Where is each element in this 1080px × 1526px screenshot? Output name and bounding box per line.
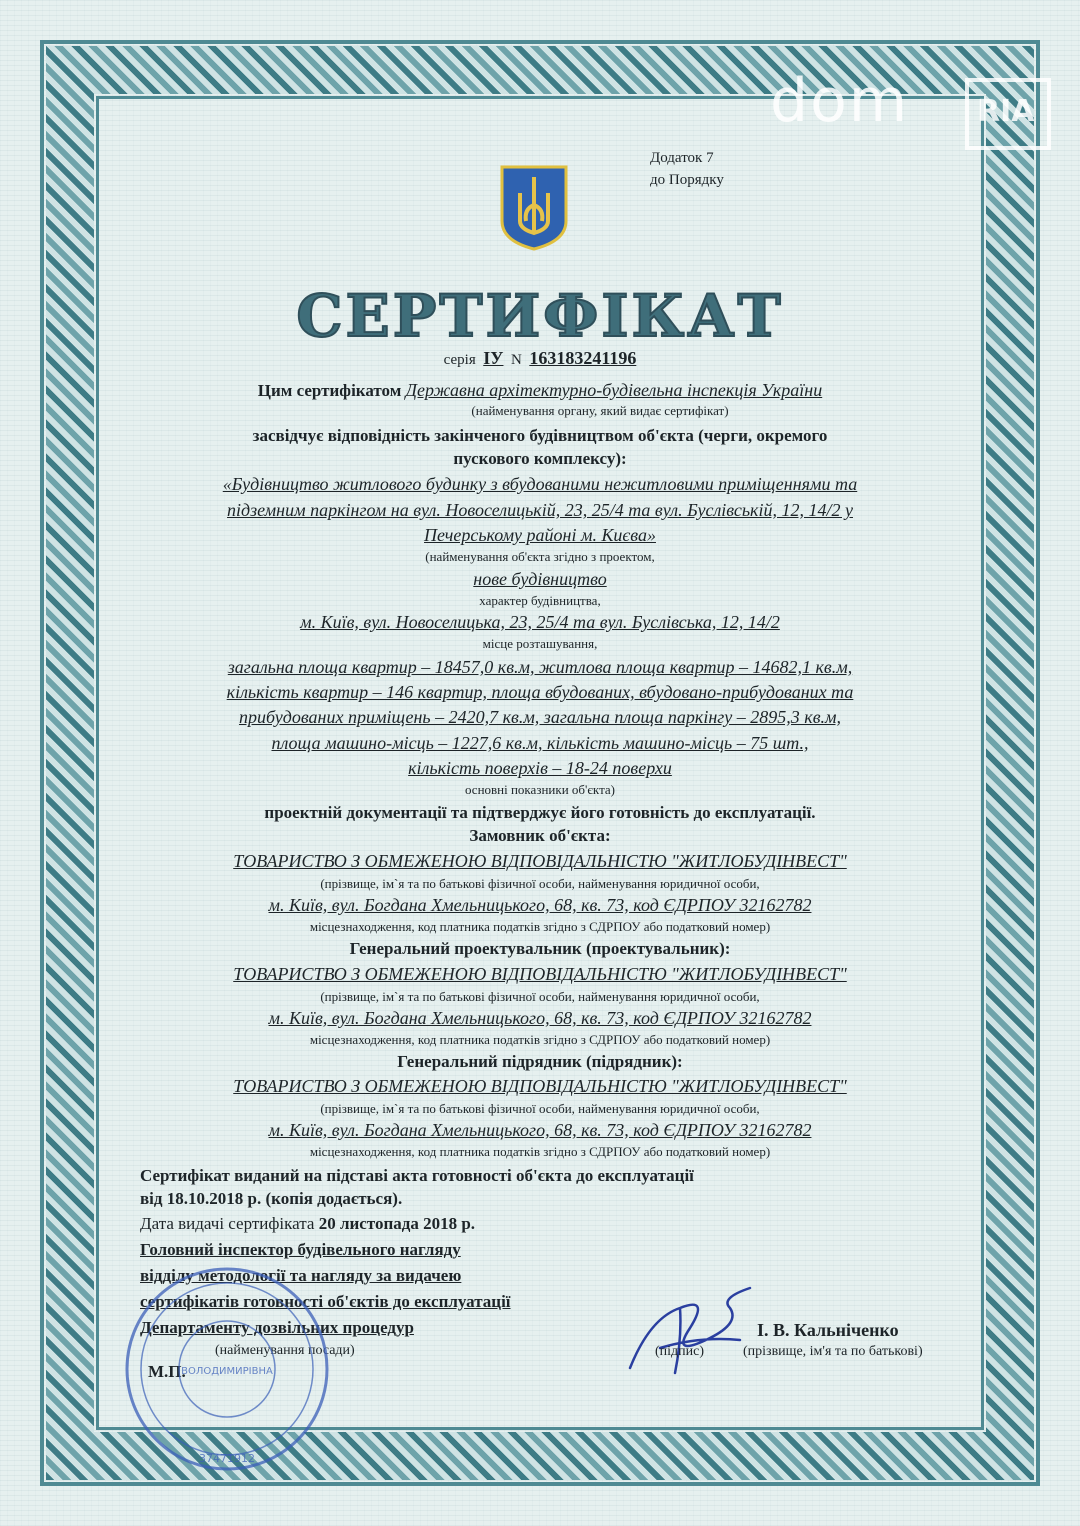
contractor-caption: (прізвище, ім`я та по батькові фізичної особи, найменування юридичної особи,: [320, 1101, 760, 1116]
svg-text:37471912: 37471912: [199, 1452, 255, 1465]
contractor-address-caption: місцезнаходження, код платника податків згідно з СДРПОУ або податковий номер): [309, 1144, 771, 1159]
conformity-statement: проектній документації та підтверджує його готовність до експлуатації.: [264, 803, 816, 822]
signer-name: І. В. Кальніченко: [757, 1320, 899, 1340]
certifies-line1: засвідчує відповідність закінченого будівництвом об'єкта (черги, окремого: [252, 426, 828, 445]
watermark-text: dom: [770, 66, 910, 136]
contractor-heading: Генеральний підрядник (підрядник):: [397, 1052, 683, 1071]
certifies-line2: пускового комплексу):: [453, 449, 627, 468]
issuer-line: [0, 380, 1080, 401]
seal-label: М.П.: [148, 1362, 186, 1381]
appendix-line1: Додаток 7: [650, 150, 714, 166]
indicators-line4: площа машино-місць – 1227,6 кв.м, кількість машино-місць – 75 шт.,: [271, 733, 809, 753]
construction-caption: характер будівництва,: [479, 593, 601, 608]
customer-name: ТОВАРИСТВО З ОБМЕЖЕНОЮ ВІДПОВІДАЛЬНІСТЮ "ЖИТЛОБУДІНВЕСТ": [233, 851, 847, 871]
designer-address: м. Київ, вул. Богдана Хмельницького, 68, кв. 73, код ЄДРПОУ 32162782: [268, 1008, 812, 1028]
issuer-name: Державна архітектурно-будівельна інспекція України: [405, 380, 823, 400]
designer-caption: (прізвище, ім`я та по батькові фізичної особи, найменування юридичної особи,: [320, 989, 760, 1004]
issue-date-label: Дата видачі сертифіката: [140, 1214, 315, 1233]
issuer-prefix: Цим сертифікатом: [257, 381, 402, 400]
designer-name: ТОВАРИСТВО З ОБМЕЖЕНОЮ ВІДПОВІДАЛЬНІСТЮ "ЖИТЛОБУДІНВЕСТ": [233, 964, 847, 984]
appendix-line2: до Порядку: [650, 172, 724, 188]
indicators-line1: загальна площа квартир – 18457,0 кв.м, житлова площа квартир – 14682,1 кв.м,: [227, 657, 853, 677]
indicators-line3: прибудованих приміщень – 2420,7 кв.м, загальна площа паркінгу – 2895,3 кв.м,: [238, 707, 842, 727]
issuer-caption: (найменування органу, який видає сертифікат): [471, 403, 729, 418]
object-caption: (найменування об'єкта згідно з проектом,: [425, 549, 655, 564]
signature-caption: (підпис): [655, 1344, 705, 1359]
handwritten-signature: [620, 1278, 775, 1388]
location-value: м. Київ, вул. Новоселицька, 23, 25/4 та вул. Буслівська, 12, 14/2: [300, 612, 780, 632]
object-line3: Печерському районі м. Києва»: [424, 525, 656, 545]
position-line2: відділу методології та нагляду за видачею: [140, 1266, 462, 1285]
designer-address-caption: місцезнаходження, код платника податків згідно з СДРПОУ або податковий номер): [309, 1032, 771, 1047]
series-value: ІУ: [483, 348, 504, 368]
watermark-box: [965, 78, 1051, 150]
construction-type: нове будівництво: [473, 569, 607, 589]
indicators-line5: кількість поверхів – 18-24 поверхи: [408, 758, 672, 778]
basis-line1: Сертифікат виданий на підставі акта готовності об'єкта до експлуатації: [140, 1166, 694, 1185]
watermark-box-text: RIA: [977, 94, 1035, 129]
customer-address: м. Київ, вул. Богдана Хмельницького, 68, кв. 73, код ЄДРПОУ 32162782: [268, 895, 812, 915]
indicators-caption: основні показники об'єкта): [464, 782, 616, 797]
certificate-number: 163183241196: [529, 348, 637, 368]
coat-of-arms-icon: [498, 163, 570, 251]
official-stamp-icon: [120, 1262, 335, 1477]
issue-date-value: 20 листопада 2018 р.: [318, 1214, 476, 1233]
customer-address-caption: місцезнаходження, код платника податків згідно з СДРПОУ або податковий номер): [309, 919, 771, 934]
position-line4: Департаменту дозвільних процедур: [140, 1318, 414, 1337]
indicators-line2: кількість квартир – 146 квартир, площа вбудованих, вбудовано-прибудованих та: [226, 682, 854, 702]
dom-ria-watermark: [760, 58, 1050, 150]
position-caption: (найменування посади): [215, 1343, 355, 1358]
svg-text:ВОЛОДИМИРІВНА: ВОЛОДИМИРІВНА: [181, 1366, 273, 1377]
object-line2: підземним паркінгом на вул. Новоселицькій, 23, 25/4 та вул. Буслівській, 12, 14/2 у: [227, 500, 853, 520]
signer-caption: (прізвище, ім'я та по батькові): [743, 1344, 923, 1359]
contractor-name: ТОВАРИСТВО З ОБМЕЖЕНОЮ ВІДПОВІДАЛЬНІСТЮ "ЖИТЛОБУДІНВЕСТ": [233, 1076, 847, 1096]
position-line3: сертифікатів готовності об'єктів до експлуатації: [140, 1292, 511, 1311]
series-line: [0, 348, 1080, 369]
location-caption: місце розташування,: [482, 636, 598, 651]
contractor-address: м. Київ, вул. Богдана Хмельницького, 68, кв. 73, код ЄДРПОУ 32162782: [268, 1120, 812, 1140]
issue-date-line: [140, 1214, 475, 1234]
position-line1: Головний інспектор будівельного нагляду: [140, 1240, 461, 1259]
document-title: СЕРТИФІКАТ: [296, 282, 784, 350]
customer-caption: (прізвище, ім`я та по батькові фізичної особи, найменування юридичної особи,: [320, 876, 760, 891]
designer-heading: Генеральний проектувальник (проектувальник):: [349, 939, 731, 958]
customer-heading: Замовник об'єкта:: [469, 826, 611, 845]
basis-line2: від 18.10.2018 р. (копія додається).: [140, 1189, 403, 1208]
series-label: серія: [443, 352, 476, 368]
object-line1: «Будівництво житлового будинку з вбудованими нежитловими приміщеннями та: [222, 474, 858, 494]
appendix-note: [650, 147, 724, 191]
number-label: N: [510, 352, 522, 368]
